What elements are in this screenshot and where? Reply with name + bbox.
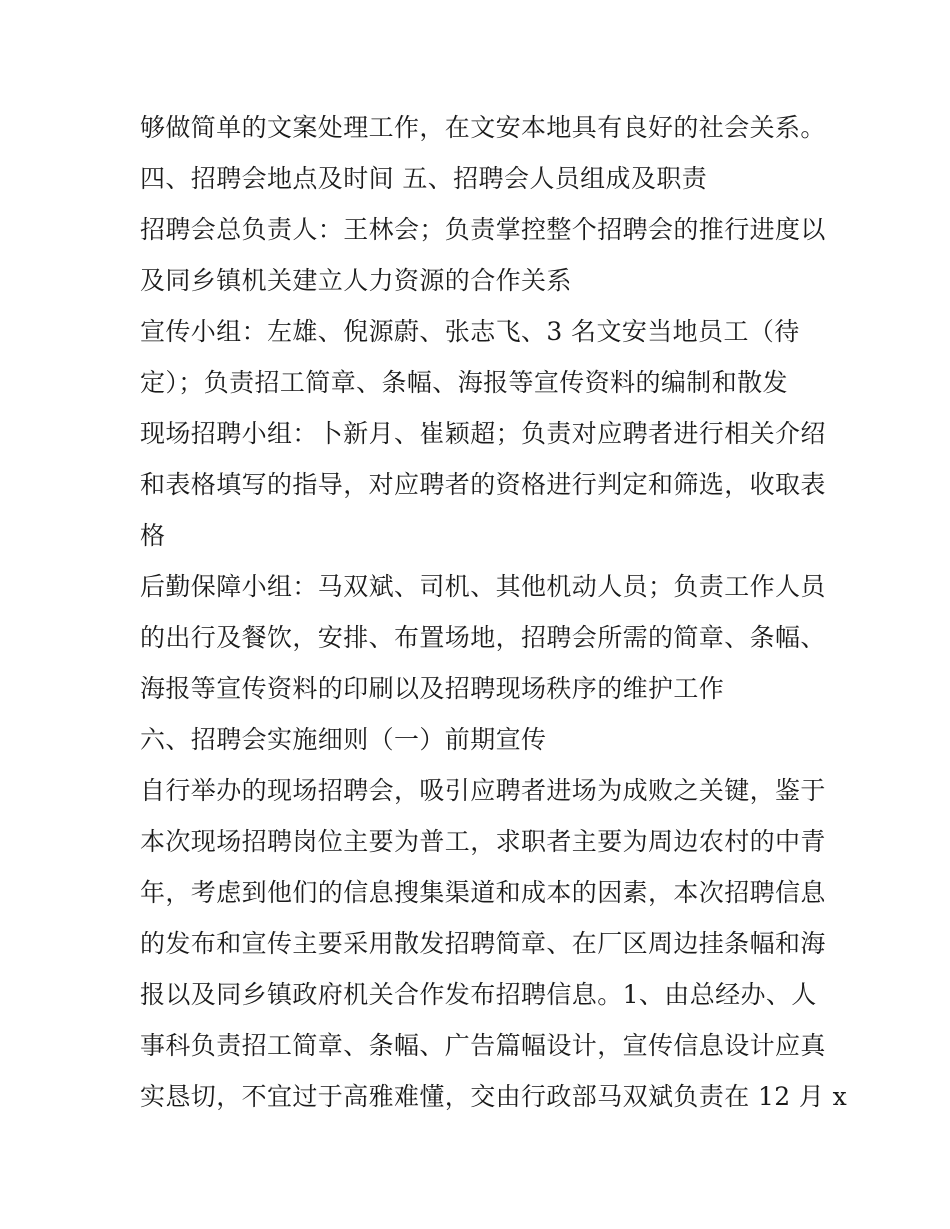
text-line: 定）；负责招工简章、条幅、海报等宣传资料的编制和散发 — [140, 368, 788, 397]
text-line: 自行举办的现场招聘会，吸引应聘者进场为成败之关键，鉴于 — [140, 776, 826, 805]
text-line: 的出行及餐饮，安排、布置场地，招聘会所需的简章、条幅、 — [140, 623, 826, 652]
text-line: 招聘会总负责人：王林会；负责掌控整个招聘会的推行进度以 — [140, 215, 826, 244]
text-line: 报以及同乡镇政府机关合作发布招聘信息。1、由总经办、人 — [140, 980, 817, 1009]
section-heading: 四、招聘会地点及时间 五、招聘会人员组成及职责 — [140, 164, 708, 193]
text-line: 及同乡镇机关建立人力资源的合作关系 — [140, 266, 572, 295]
text-line: 海报等宣传资料的印刷以及招聘现场秩序的维护工作 — [140, 674, 725, 703]
text-line: 本次现场招聘岗位主要为普工，求职者主要为周边农村的中青 — [140, 827, 826, 856]
text-line: 宣传小组：左雄、倪源蔚、张志飞、3 名文安当地员工（待 — [140, 317, 800, 346]
text-line: 年，考虑到他们的信息搜集渠道和成本的因素，本次招聘信息 — [140, 878, 826, 907]
text-line: 和表格填写的指导，对应聘者的资格进行判定和筛选，收取表 — [140, 470, 826, 499]
text-line: 实恳切，不宜过于高雅难懂，交由行政部马双斌负责在 12 月 x — [140, 1082, 848, 1111]
text-line: 格 — [140, 521, 166, 550]
text-line: 现场招聘小组：卜新月、崔颖超；负责对应聘者进行相关介绍 — [140, 419, 826, 448]
text-line: 的发布和宣传主要采用散发招聘简章、在厂区周边挂条幅和海 — [140, 929, 826, 958]
text-line: 后勤保障小组：马双斌、司机、其他机动人员；负责工作人员 — [140, 572, 826, 601]
text-line: 事科负责招工简章、条幅、广告篇幅设计，宣传信息设计应真 — [140, 1031, 826, 1060]
text-line: 够做简单的文案处理工作，在文安本地具有良好的社会关系。 — [140, 113, 826, 142]
section-heading: 六、招聘会实施细则（一）前期宣传 — [140, 725, 547, 754]
document-body — [140, 102, 848, 1122]
